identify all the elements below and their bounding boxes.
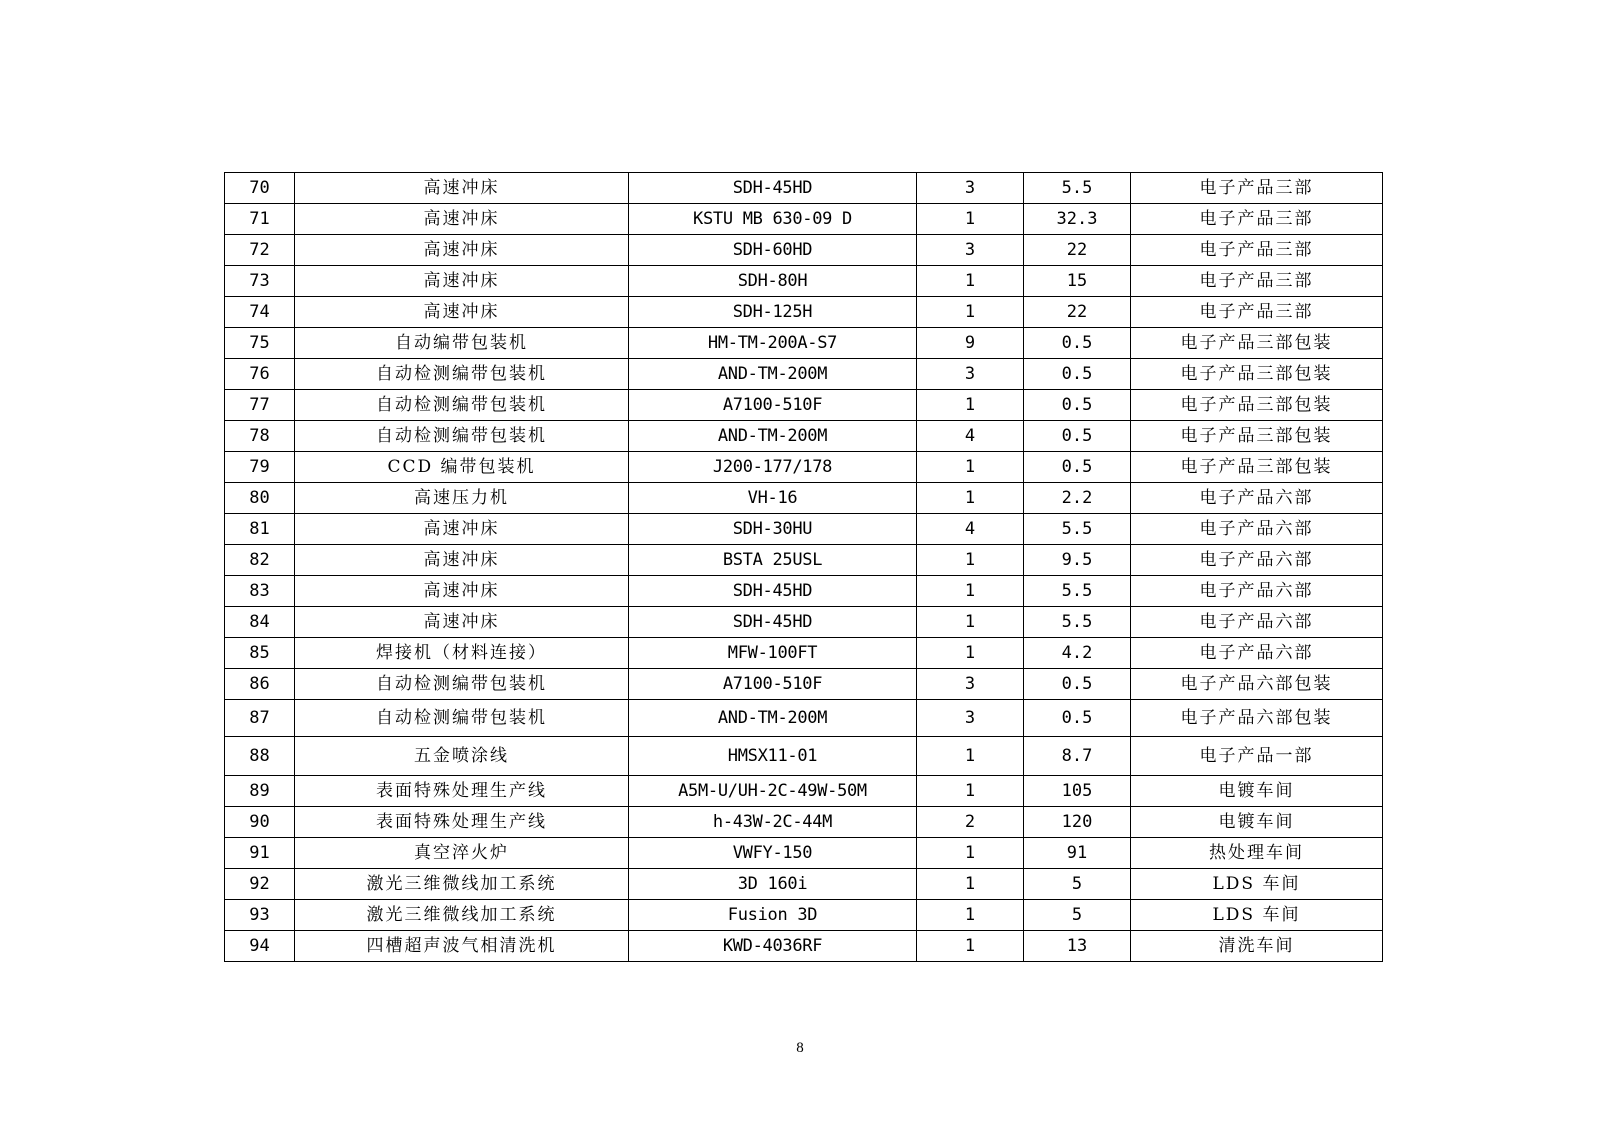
cell-no: 90 xyxy=(225,807,295,838)
table-row xyxy=(225,235,1383,266)
cell-name: 高速压力机 xyxy=(295,483,629,514)
cell-power: 5.5 xyxy=(1024,173,1131,204)
cell-no: 92 xyxy=(225,869,295,900)
cell-name: 高速冲床 xyxy=(295,235,629,266)
cell-no: 83 xyxy=(225,576,295,607)
cell-dept: LDS 车间 xyxy=(1131,900,1383,931)
cell-name: 表面特殊处理生产线 xyxy=(295,807,629,838)
cell-name: 自动检测编带包装机 xyxy=(295,359,629,390)
cell-no: 91 xyxy=(225,838,295,869)
table-row xyxy=(225,807,1383,838)
cell-name: 高速冲床 xyxy=(295,545,629,576)
cell-power: 0.5 xyxy=(1024,421,1131,452)
cell-qty: 1 xyxy=(917,931,1024,962)
cell-no: 88 xyxy=(225,737,295,776)
cell-dept: 热处理车间 xyxy=(1131,838,1383,869)
cell-power: 0.5 xyxy=(1024,700,1131,737)
cell-qty: 3 xyxy=(917,359,1024,390)
table-row xyxy=(225,545,1383,576)
equipment-table-body xyxy=(225,173,1383,962)
cell-power: 4.2 xyxy=(1024,638,1131,669)
table-row xyxy=(225,737,1383,776)
cell-qty: 1 xyxy=(917,204,1024,235)
cell-name: 五金喷涂线 xyxy=(295,737,629,776)
cell-no: 93 xyxy=(225,900,295,931)
cell-model: SDH-60HD xyxy=(629,235,917,266)
cell-name: 高速冲床 xyxy=(295,266,629,297)
cell-power: 22 xyxy=(1024,235,1131,266)
cell-name: 高速冲床 xyxy=(295,173,629,204)
cell-model: SDH-30HU xyxy=(629,514,917,545)
cell-power: 105 xyxy=(1024,776,1131,807)
cell-model: A7100-510F xyxy=(629,390,917,421)
cell-no: 85 xyxy=(225,638,295,669)
cell-model: HM-TM-200A-S7 xyxy=(629,328,917,359)
cell-name: 自动检测编带包装机 xyxy=(295,390,629,421)
table-row xyxy=(225,838,1383,869)
cell-model: HMSX11-01 xyxy=(629,737,917,776)
cell-no: 84 xyxy=(225,607,295,638)
cell-no: 70 xyxy=(225,173,295,204)
table-row xyxy=(225,297,1383,328)
cell-model: VH-16 xyxy=(629,483,917,514)
table-row xyxy=(225,776,1383,807)
cell-name: 高速冲床 xyxy=(295,576,629,607)
cell-model: h-43W-2C-44M xyxy=(629,807,917,838)
table-row xyxy=(225,204,1383,235)
table-row xyxy=(225,266,1383,297)
cell-name: 焊接机（材料连接） xyxy=(295,638,629,669)
cell-model: SDH-45HD xyxy=(629,173,917,204)
cell-name: 激光三维微线加工系统 xyxy=(295,869,629,900)
cell-qty: 1 xyxy=(917,737,1024,776)
table-row xyxy=(225,931,1383,962)
cell-power: 5.5 xyxy=(1024,576,1131,607)
cell-qty: 1 xyxy=(917,390,1024,421)
cell-qty: 3 xyxy=(917,235,1024,266)
cell-power: 0.5 xyxy=(1024,452,1131,483)
cell-dept: 电子产品六部包装 xyxy=(1131,669,1383,700)
cell-power: 0.5 xyxy=(1024,359,1131,390)
cell-model: KWD-4036RF xyxy=(629,931,917,962)
cell-qty: 1 xyxy=(917,452,1024,483)
cell-model: Fusion 3D xyxy=(629,900,917,931)
cell-model: MFW-100FT xyxy=(629,638,917,669)
cell-qty: 4 xyxy=(917,421,1024,452)
cell-model: 3D 160i xyxy=(629,869,917,900)
cell-no: 73 xyxy=(225,266,295,297)
cell-name: 自动检测编带包装机 xyxy=(295,421,629,452)
cell-qty: 1 xyxy=(917,607,1024,638)
cell-dept: 电镀车间 xyxy=(1131,807,1383,838)
cell-model: SDH-45HD xyxy=(629,576,917,607)
cell-name: 自动编带包装机 xyxy=(295,328,629,359)
table-row xyxy=(225,607,1383,638)
cell-dept: 电子产品三部 xyxy=(1131,173,1383,204)
table-row xyxy=(225,390,1383,421)
cell-power: 0.5 xyxy=(1024,328,1131,359)
cell-model: A5M-U/UH-2C-49W-50M xyxy=(629,776,917,807)
table-row xyxy=(225,359,1383,390)
table-row xyxy=(225,700,1383,737)
cell-qty: 1 xyxy=(917,869,1024,900)
cell-power: 5 xyxy=(1024,869,1131,900)
cell-no: 82 xyxy=(225,545,295,576)
page-number: 8 xyxy=(796,1040,804,1056)
cell-qty: 1 xyxy=(917,638,1024,669)
cell-power: 0.5 xyxy=(1024,390,1131,421)
cell-qty: 1 xyxy=(917,838,1024,869)
cell-power: 5 xyxy=(1024,900,1131,931)
cell-qty: 1 xyxy=(917,776,1024,807)
cell-power: 13 xyxy=(1024,931,1131,962)
cell-qty: 4 xyxy=(917,514,1024,545)
cell-no: 89 xyxy=(225,776,295,807)
cell-qty: 1 xyxy=(917,900,1024,931)
table-row xyxy=(225,869,1383,900)
cell-power: 22 xyxy=(1024,297,1131,328)
cell-name: 真空淬火炉 xyxy=(295,838,629,869)
cell-no: 72 xyxy=(225,235,295,266)
cell-model: KSTU MB 630-09 D xyxy=(629,204,917,235)
cell-name: 高速冲床 xyxy=(295,607,629,638)
table-row xyxy=(225,483,1383,514)
cell-model: AND-TM-200M xyxy=(629,359,917,390)
cell-model: SDH-125H xyxy=(629,297,917,328)
cell-dept: 电子产品三部包装 xyxy=(1131,421,1383,452)
cell-model: SDH-45HD xyxy=(629,607,917,638)
cell-dept: 电子产品三部包装 xyxy=(1131,328,1383,359)
cell-dept: 电子产品一部 xyxy=(1131,737,1383,776)
table-row xyxy=(225,173,1383,204)
cell-qty: 3 xyxy=(917,700,1024,737)
cell-model: VWFY-150 xyxy=(629,838,917,869)
cell-model: SDH-80H xyxy=(629,266,917,297)
cell-no: 75 xyxy=(225,328,295,359)
cell-model: AND-TM-200M xyxy=(629,700,917,737)
cell-dept: 电镀车间 xyxy=(1131,776,1383,807)
cell-power: 8.7 xyxy=(1024,737,1131,776)
cell-name: 表面特殊处理生产线 xyxy=(295,776,629,807)
cell-power: 9.5 xyxy=(1024,545,1131,576)
cell-dept: 清洗车间 xyxy=(1131,931,1383,962)
cell-power: 5.5 xyxy=(1024,607,1131,638)
cell-power: 120 xyxy=(1024,807,1131,838)
cell-dept: 电子产品六部 xyxy=(1131,514,1383,545)
cell-dept: 电子产品六部 xyxy=(1131,576,1383,607)
cell-dept: 电子产品六部 xyxy=(1131,607,1383,638)
cell-no: 77 xyxy=(225,390,295,421)
table-row xyxy=(225,669,1383,700)
table-row xyxy=(225,638,1383,669)
cell-dept: 电子产品六部 xyxy=(1131,638,1383,669)
cell-dept: 电子产品三部 xyxy=(1131,297,1383,328)
cell-model: J200-177/178 xyxy=(629,452,917,483)
cell-name: 高速冲床 xyxy=(295,204,629,235)
cell-power: 15 xyxy=(1024,266,1131,297)
cell-name: 四槽超声波气相清洗机 xyxy=(295,931,629,962)
cell-name: 自动检测编带包装机 xyxy=(295,700,629,737)
cell-qty: 1 xyxy=(917,545,1024,576)
cell-dept: LDS 车间 xyxy=(1131,869,1383,900)
cell-qty: 1 xyxy=(917,266,1024,297)
cell-no: 87 xyxy=(225,700,295,737)
cell-qty: 1 xyxy=(917,483,1024,514)
cell-qty: 2 xyxy=(917,807,1024,838)
cell-no: 71 xyxy=(225,204,295,235)
cell-dept: 电子产品三部 xyxy=(1131,235,1383,266)
cell-model: AND-TM-200M xyxy=(629,421,917,452)
cell-qty: 3 xyxy=(917,669,1024,700)
cell-name: 激光三维微线加工系统 xyxy=(295,900,629,931)
cell-dept: 电子产品三部 xyxy=(1131,204,1383,235)
equipment-table xyxy=(224,172,1383,962)
cell-power: 91 xyxy=(1024,838,1131,869)
cell-no: 81 xyxy=(225,514,295,545)
cell-qty: 9 xyxy=(917,328,1024,359)
table-row xyxy=(225,452,1383,483)
cell-no: 86 xyxy=(225,669,295,700)
cell-dept: 电子产品六部 xyxy=(1131,483,1383,514)
cell-no: 79 xyxy=(225,452,295,483)
cell-power: 0.5 xyxy=(1024,669,1131,700)
cell-dept: 电子产品六部包装 xyxy=(1131,700,1383,737)
cell-name: CCD 编带包装机 xyxy=(295,452,629,483)
cell-no: 76 xyxy=(225,359,295,390)
cell-no: 78 xyxy=(225,421,295,452)
cell-no: 94 xyxy=(225,931,295,962)
cell-dept: 电子产品三部包装 xyxy=(1131,359,1383,390)
table-row xyxy=(225,576,1383,607)
table-row xyxy=(225,421,1383,452)
cell-qty: 3 xyxy=(917,173,1024,204)
cell-qty: 1 xyxy=(917,576,1024,607)
cell-model: BSTA 25USL xyxy=(629,545,917,576)
cell-dept: 电子产品三部包装 xyxy=(1131,390,1383,421)
cell-no: 74 xyxy=(225,297,295,328)
cell-name: 自动检测编带包装机 xyxy=(295,669,629,700)
table-row xyxy=(225,328,1383,359)
cell-qty: 1 xyxy=(917,297,1024,328)
cell-power: 2.2 xyxy=(1024,483,1131,514)
cell-power: 5.5 xyxy=(1024,514,1131,545)
cell-no: 80 xyxy=(225,483,295,514)
cell-dept: 电子产品六部 xyxy=(1131,545,1383,576)
table-row xyxy=(225,900,1383,931)
cell-name: 高速冲床 xyxy=(295,514,629,545)
cell-dept: 电子产品三部 xyxy=(1131,266,1383,297)
cell-power: 32.3 xyxy=(1024,204,1131,235)
cell-model: A7100-510F xyxy=(629,669,917,700)
cell-dept: 电子产品三部包装 xyxy=(1131,452,1383,483)
cell-name: 高速冲床 xyxy=(295,297,629,328)
table-row xyxy=(225,514,1383,545)
